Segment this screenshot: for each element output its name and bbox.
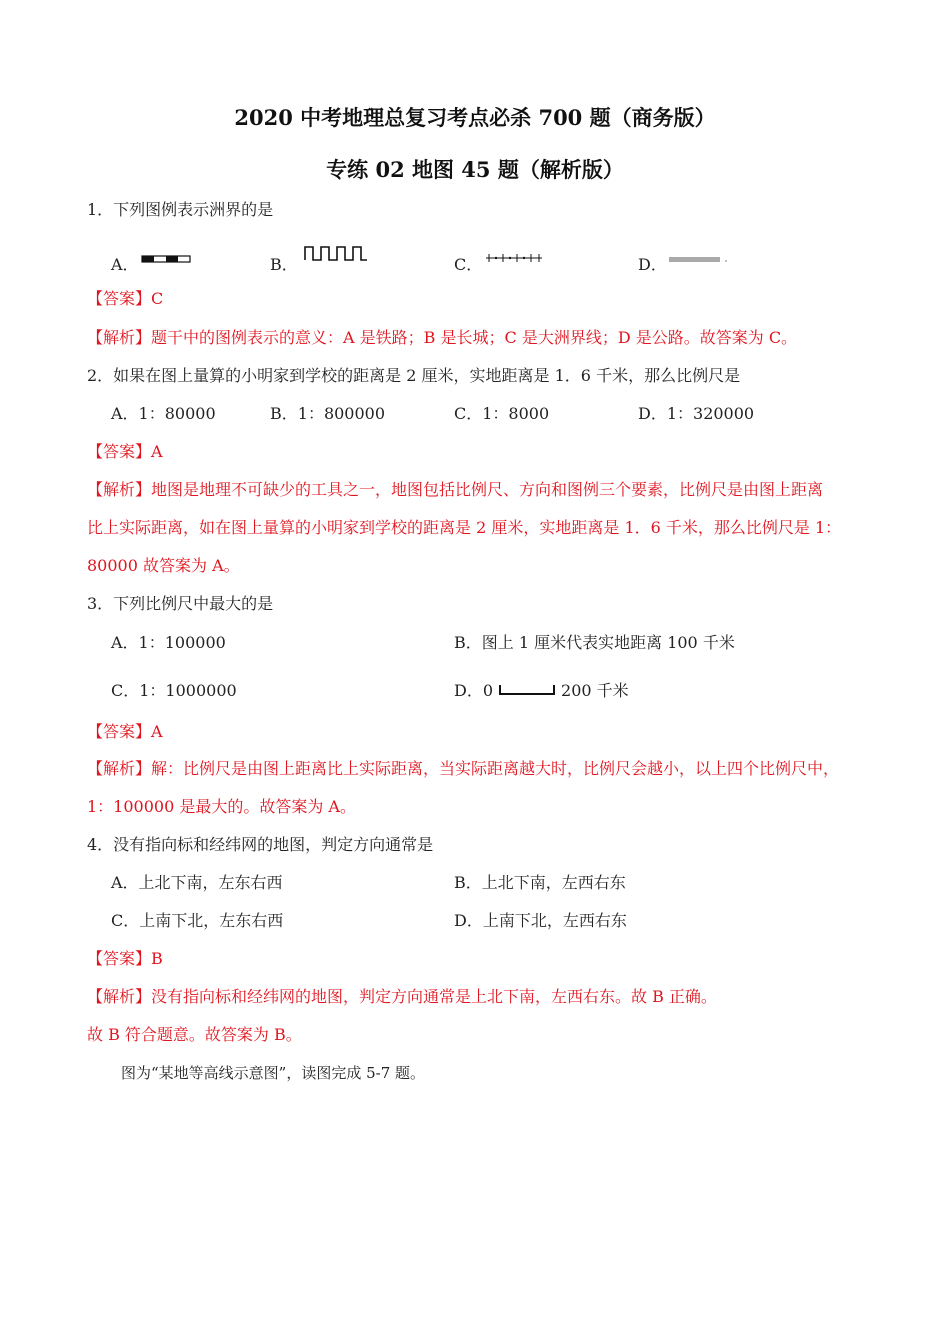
q2-option-b: B．1：800000: [270, 404, 386, 423]
q2-analysis-line-3: 80000 故答案为 A。: [87, 556, 240, 575]
q2-option-c: C．1：8000: [454, 404, 550, 423]
q2-analysis-line-2: 比上实际距离，如在图上量算的小明家到学校的距离是 2 厘米，实地距离是 1．6 千米，那么比例尺是 1：: [87, 518, 842, 537]
continent-boundary-legend-icon: [485, 253, 543, 263]
document-subtitle: 专练 02 地图 45 题（解析版）: [326, 157, 624, 182]
q1-stem: 1．下列图例表示洲界的是: [87, 200, 274, 219]
q1-option-d: D．: [638, 255, 667, 274]
q2-option-d: D．1：320000: [638, 404, 755, 423]
document-title: 2020 中考地理总复习考点必杀 700 题（商务版）: [234, 105, 716, 130]
q1-answer: 【答案】C: [87, 289, 164, 308]
q4-answer: 【答案】B: [87, 949, 163, 968]
q3-option-a: A．1：100000: [111, 633, 226, 652]
q4-option-a: A．上北下南，左东右西: [111, 873, 283, 892]
q3-analysis-line-2: 1：100000 是最大的。故答案为 A。: [87, 797, 356, 816]
q4-option-c: C．上南下北，左东右西: [111, 911, 284, 930]
railway-legend-icon: [141, 254, 193, 264]
great-wall-legend-icon: [304, 244, 368, 262]
q4-option-b: B．上北下南，左西右东: [454, 873, 626, 892]
q3-option-b: B．图上 1 厘米代表实地距离 100 千米: [454, 633, 735, 652]
road-legend-icon: [668, 255, 728, 265]
q3-option-d-prefix: D．0: [454, 681, 494, 700]
q2-option-a: A．1：80000: [111, 404, 216, 423]
q4-option-d: D．上南下北，左西右东: [454, 911, 627, 930]
q1-analysis: 【解析】题干中的图例表示的意义：A 是铁路；B 是长城；C 是大洲界线；D 是公路。故答案为 C。: [87, 328, 798, 347]
q1-option-c: C．: [454, 255, 483, 274]
q4-stem: 4．没有指向标和经纬网的地图，判定方向通常是: [87, 835, 434, 854]
q3-option-d: [454, 680, 629, 702]
q3-option-d-suffix: 200 千米: [561, 681, 629, 700]
q1-option-b: B．: [270, 255, 298, 274]
questions-5-7-intro: 图为“某地等高线示意图”，读图完成 5-7 题。: [121, 1064, 426, 1082]
q4-analysis-line-1: 【解析】没有指向标和经纬网的地图，判定方向通常是上北下南，左西右东。故 B 正确。: [87, 987, 717, 1006]
q3-answer: 【答案】A: [87, 722, 163, 741]
q2-stem: 2．如果在图上量算的小明家到学校的距离是 2 厘米，实地距离是 1．6 千米，那么比例尺是: [87, 366, 741, 385]
q2-answer: 【答案】A: [87, 442, 163, 461]
q4-analysis-line-2: 故 B 符合题意。故答案为 B。: [87, 1025, 302, 1044]
q3-option-c: C．1：1000000: [111, 681, 237, 700]
q3-stem: 3．下列比例尺中最大的是: [87, 594, 274, 613]
q1-option-a: A．: [111, 255, 139, 274]
q3-analysis-line-1: 【解析】解：比例尺是由图上距离比上实际距离，当实际距离越大时，比例尺会越小，以上四个比例尺中，: [87, 759, 840, 778]
q2-analysis-line-1: 【解析】地图是地理不可缺少的工具之一，地图包括比例尺、方向和图例三个要素，比例尺是由图上距离: [87, 480, 824, 499]
scale-bar-icon: [499, 685, 555, 695]
